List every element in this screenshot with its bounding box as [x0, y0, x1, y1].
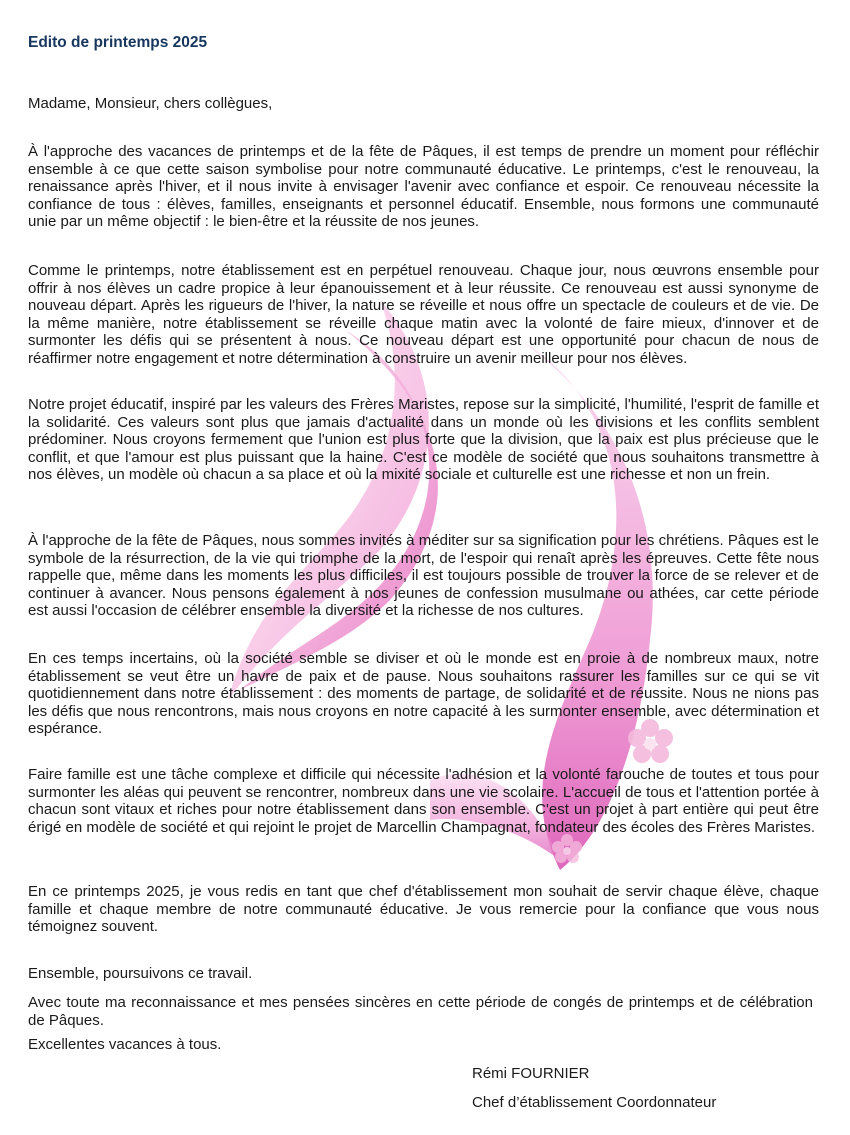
paragraph-2: Comme le printemps, notre établissement est en perpétuel renouveau. Chaque jour, nous œuvrons ensemble pour offrir à nos élèves un cadre propice à leur épanouissement et à leur réussite. Ce renouveau est aussi synonyme de nouveau départ. Après les rigueurs de l'hiver, la nature se réveille et nous offre un spectacle de couleurs et de vie. De la même manière, notre établissement se réveille chaque matin avec la volonté de faire mieux, d'innover et de surmonter les défis qui se présentent à nous. Ce nouveau départ est une opportunité pour chacun de nous de réaffirmer notre engagement et notre détermination à construire un avenir meilleur pour nos élèves. — [28, 262, 819, 367]
page-title: Edito de printemps 2025 — [28, 34, 208, 51]
paragraph-5: En ces temps incertains, où la société semble se diviser et où le monde est en proie à de nombreux maux, notre établissement se veut être un havre de paix et de pause. Nous souhaitons rassurer les familles sur ce qui se vit quotidiennement dans notre établissement : des moments de partage, de solidarité et de réussite. Nous ne nions pas les défis que nous rencontrons, mais nous croyons en notre capacité à les surmonter ensemble, avec détermination et espérance. — [28, 650, 819, 737]
signature-name: Rémi FOURNIER — [472, 1065, 590, 1082]
holidays-text: Excellentes vacances à tous. — [28, 1036, 222, 1053]
thanks-text: Avec toute ma reconnaissance et mes pensées sincères en cette période de congés de printemps et de célébration de Pâques. — [28, 994, 813, 1029]
paragraph-6: Faire famille est une tâche complexe et difficile qui nécessite l'adhésion et la volonté farouche de toutes et tous pour surmonter les aléas qui peuvent se rencontrer, nombreux dans une vie scolaire. L'accueil de tous et l'attention portée à chacun sont vitaux et riches pour notre établissement dans son ensemble. C'est un projet à part entière qui peut être érigé en modèle de société et qui rejoint le projet de Marcellin Champagnat, fondateur des écoles des Frères Maristes. — [28, 766, 819, 836]
paragraph-7: En ce printemps 2025, je vous redis en tant que chef d'établissement mon souhait de servir chaque élève, chaque famille et chaque membre de notre communauté éducative. Je vous remercie pour la confiance que vous nous témoignez souvent. — [28, 883, 819, 935]
paragraph-3: Notre projet éducatif, inspiré par les valeurs des Frères Maristes, repose sur la simplicité, l'humilité, l'esprit de famille et la solidarité. Ces valeurs sont plus que jamais d'actualité dans un monde où les divisions et les conflits semblent prédominer. Nous croyons fermement que l'union est plus forte que la division, que la paix est plus précieuse que le conflit, et que l'amour est plus puissant que la haine. C'est ce modèle de société que nous souhaitons transmettre à nos élèves, un modèle où chacun a sa place et où la mixité sociale et culturelle est une richesse et non un frein. — [28, 396, 819, 483]
paragraph-1: À l'approche des vacances de printemps et de la fête de Pâques, il est temps de prendre un moment pour réfléchir ensemble à ce que cette saison symbolise pour notre communauté éducative. Le printemps, c'est le renouveau, la renaissance après l'hiver, et il nous invite à envisager l'avenir avec confiance et espoir. Ce renouveau nécessite la confiance de tous : élèves, familles, enseignants et personnel éducatif. Ensemble, nous formons une communauté unie par un même objectif : le bien-être et la réussite de nos jeunes. — [28, 143, 819, 230]
signature-role: Chef d’établissement Coordonnateur — [472, 1094, 717, 1111]
paragraph-4: À l'approche de la fête de Pâques, nous sommes invités à méditer sur sa signification pour les chrétiens. Pâques est le symbole de la résurrection, de la vie qui triomphe de la mort, de l'espoir qui renaît après les épreuves. Cette fête nous rappelle que, même dans les moments les plus difficiles, il est toujours possible de trouver la force de se relever et de continuer à avancer. Nous pensons également à nos jeunes de confession musulmane ou athées, car cette période est aussi l'occasion de célébrer ensemble la diversité et la richesse de nos cultures. — [28, 532, 819, 619]
closing-line: Ensemble, poursuivons ce travail. — [28, 965, 253, 982]
greeting: Madame, Monsieur, chers collègues, — [28, 95, 273, 112]
